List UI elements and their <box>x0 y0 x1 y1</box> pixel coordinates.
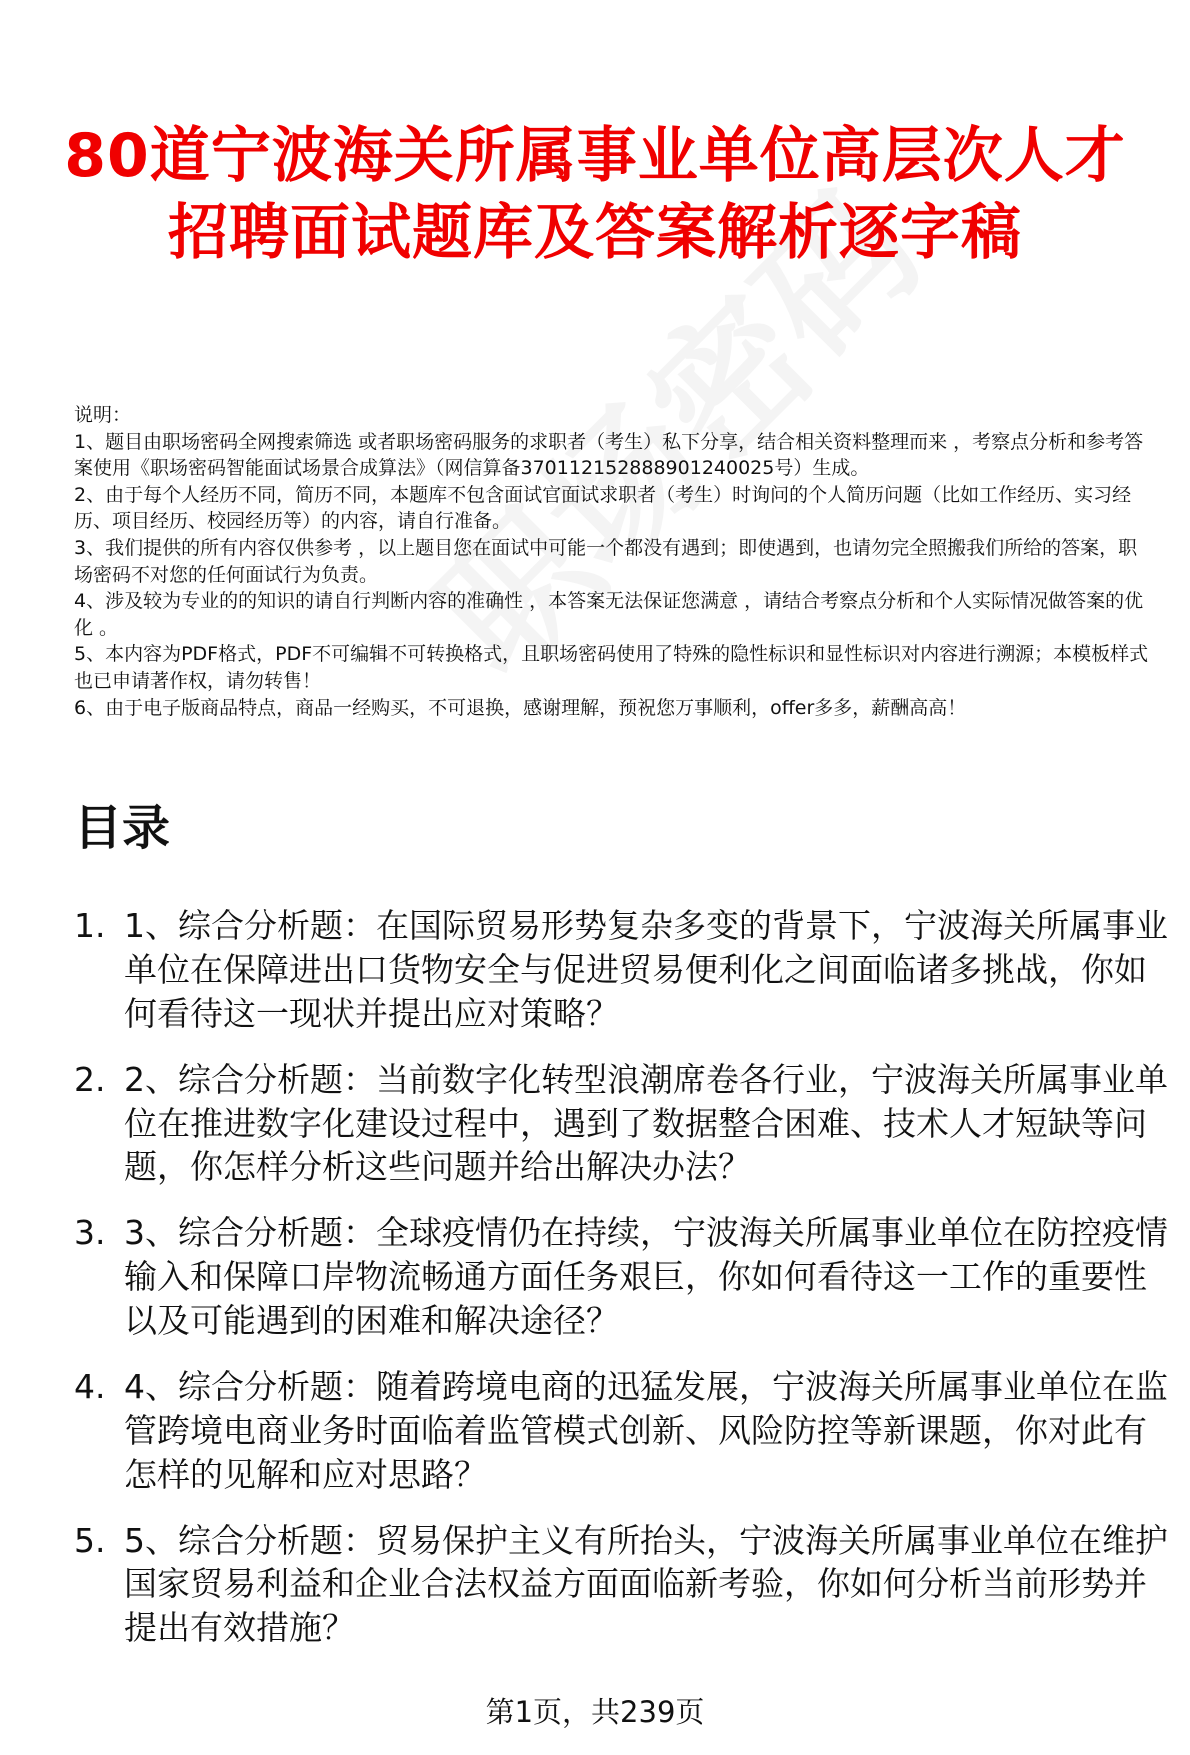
toc-item-number: 1. <box>74 906 106 945</box>
toc-item-text[interactable]: 5、综合分析题：贸易保护主义有所抬头，宁波海关所属事业单位在维护国家贸易利益和企业合法权益方面面临新考验，你如何分析当前形势并提出有效措施？ <box>124 1520 1168 1648</box>
note-item-3: 3、我们提供的所有内容仅供参考 ，以上题目您在面试中可能一个都没有遇到；即使遇到，也请勿完全照搬我们所给的答案，职场密码不对您的任何面试行为负责。 <box>74 536 1138 586</box>
toc-heading: 目录 <box>74 800 171 856</box>
toc-item-number: 2. <box>74 1059 106 1099</box>
toc-item-1[interactable] <box>74 904 1169 1036</box>
toc-item-5[interactable] <box>74 1519 1169 1651</box>
toc-item-3[interactable] <box>74 1211 1169 1343</box>
toc-item-text[interactable]: 3、综合分析题：全球疫情仍在持续，宁波海关所属事业单位在防控疫情输入和保障口岸物流畅通方面任务艰巨，你如何看待这一工作的重要性以及可能遇到的困难和解决途径？ <box>124 1213 1168 1340</box>
toc-item-number: 5. <box>74 1520 106 1560</box>
note-item-5: 5、本内容为PDF格式，PDF不可编辑不可转换格式，且职场密码使用了特殊的隐性标识和显性标识对内容进行溯源；本模板样式也已申请著作权，请勿转售！ <box>74 643 1149 692</box>
toc-item-text[interactable]: 1、综合分析题：在国际贸易形势复杂多变的背景下，宁波海关所属事业单位在保障进出口货物安全与促进贸易便利化之间面临诸多挑战，你如何看待这一现状并提出应对策略？ <box>124 906 1168 1033</box>
toc-item-number: 4. <box>74 1366 106 1406</box>
toc-item-number: 3. <box>74 1213 106 1253</box>
document-title: 80道宁波海关所属事业单位高层次人才招聘面试题库及答案解析逐字稿 <box>64 121 1126 268</box>
note-item-6: 6、由于电子版商品特点，商品一经购买，不可退换，感谢理解，预祝您万事顺利，offer多多，薪酬高高！ <box>74 696 967 719</box>
note-item-2: 2、由于每个人经历不同，简历不同，本题库不包含面试官面试求职者（考生）时询问的个人简历问题（比如工作经历、实习经历、项目经历、校园经历等）的内容，请自行准备。 <box>74 483 1132 533</box>
page-number: 第1页，共239页 <box>485 1695 705 1729</box>
note-item-4: 4、涉及较为专业的的知识的请自行判断内容的准确性 ，本答案无法保证您满意 ，请结合考察点分析和个人实际情况做答案的优化 。 <box>74 590 1144 639</box>
toc-list <box>74 904 1169 1672</box>
toc-item-4[interactable] <box>74 1365 1169 1497</box>
toc-item-text[interactable]: 4、综合分析题：随着跨境电商的迅猛发展，宁波海关所属事业单位在监管跨境电商业务时面临着监管模式创新、风险防控等新课题，你对此有怎样的见解和应对思路？ <box>124 1366 1168 1494</box>
note-item-1: 1、题目由职场密码全网搜索筛选 或者职场密码服务的求职者（考生）私下分享，结合相关资料整理而来 ，考察点分析和参考答案使用《职场密码智能面试场景合成算法》（网信算备370112152888901240025号）生成。 <box>74 430 1144 480</box>
notes-section <box>74 402 1154 721</box>
notes-heading: 说明： <box>74 404 132 426</box>
toc-item-2[interactable] <box>74 1058 1169 1190</box>
toc-item-text[interactable]: 2、综合分析题：当前数字化转型浪潮席卷各行业，宁波海关所属事业单位在推进数字化建设过程中，遇到了数据整合困难、技术人才短缺等问题，你怎样分析这些问题并给出解决办法？ <box>124 1059 1168 1187</box>
